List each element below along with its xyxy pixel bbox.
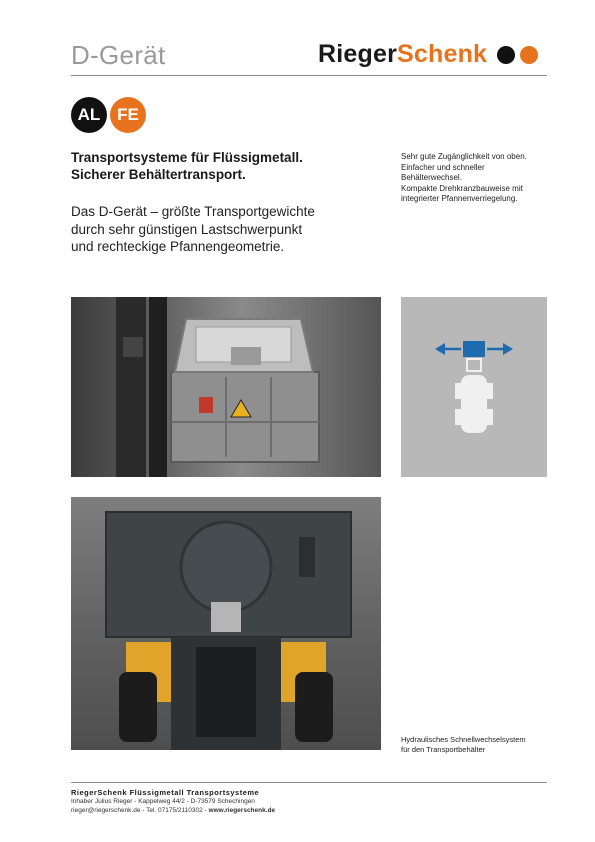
feature-line-3: Behälterwechsel. (401, 173, 462, 182)
footer-contact-prefix: rieger@riegerschenk.de - Tel. 07175/2110302 - (71, 807, 209, 814)
caption-line-2: für den Transportbehälter (401, 745, 486, 754)
footer-company: RiegerSchenk Flüssigmetall Transportsysteme (71, 788, 260, 797)
brand-part-schenk: Schenk (397, 40, 488, 68)
feature-line-4: Kompakte Drehkranzbauweise mit (401, 183, 523, 193)
transport-diagram (401, 297, 547, 477)
quick-change-illustration (71, 497, 381, 750)
badge-al: AL (71, 97, 107, 133)
footer-address: Inhaber Julius Rieger - Kappelweg 44/2 - D-73579 Schechingen (71, 798, 255, 805)
lead-line-1: Das D-Gerät – größte Transportgewichte (71, 204, 315, 219)
lead-line-2: durch sehr günstigen Lastschwerpunkt (71, 221, 303, 237)
feature-line-2: Einfacher und schneller (401, 162, 485, 172)
brand-logo-text (318, 40, 487, 69)
quick-change-system-photo (71, 497, 381, 750)
headline-line-2: Sicherer Behältertransport. (71, 167, 246, 182)
photo-caption (401, 735, 561, 755)
logo-dot-orange (520, 46, 538, 64)
logo-dot-black (497, 46, 515, 64)
badge-fe: FE (110, 97, 146, 133)
caption-line-1: Hydraulisches Schnellwechselsystem (401, 735, 526, 744)
feature-line-1: Sehr gute Zugänglichkeit von oben. (401, 152, 527, 161)
forklift-ladle-photo (71, 297, 381, 477)
footer-contact (71, 807, 275, 814)
lead-paragraph (71, 203, 361, 256)
footer-divider (71, 782, 547, 783)
footer-website-link[interactable]: www.riegerschenk.de (208, 807, 276, 814)
feature-line-5: integrierter Pfannenverriegelung. (401, 194, 518, 203)
feature-list (401, 152, 561, 205)
lead-line-3: und rechteckige Pfannengeometrie. (71, 239, 285, 254)
headline-line-1: Transportsysteme für Flüssigmetall. (71, 150, 303, 165)
forklift-ladle-illustration (71, 297, 381, 477)
headline (71, 149, 371, 183)
brand-part-rieger: Rieger (318, 40, 398, 68)
header-divider (71, 75, 547, 76)
top-view-diagram (401, 297, 547, 477)
page-title: D-Gerät (71, 40, 166, 70)
